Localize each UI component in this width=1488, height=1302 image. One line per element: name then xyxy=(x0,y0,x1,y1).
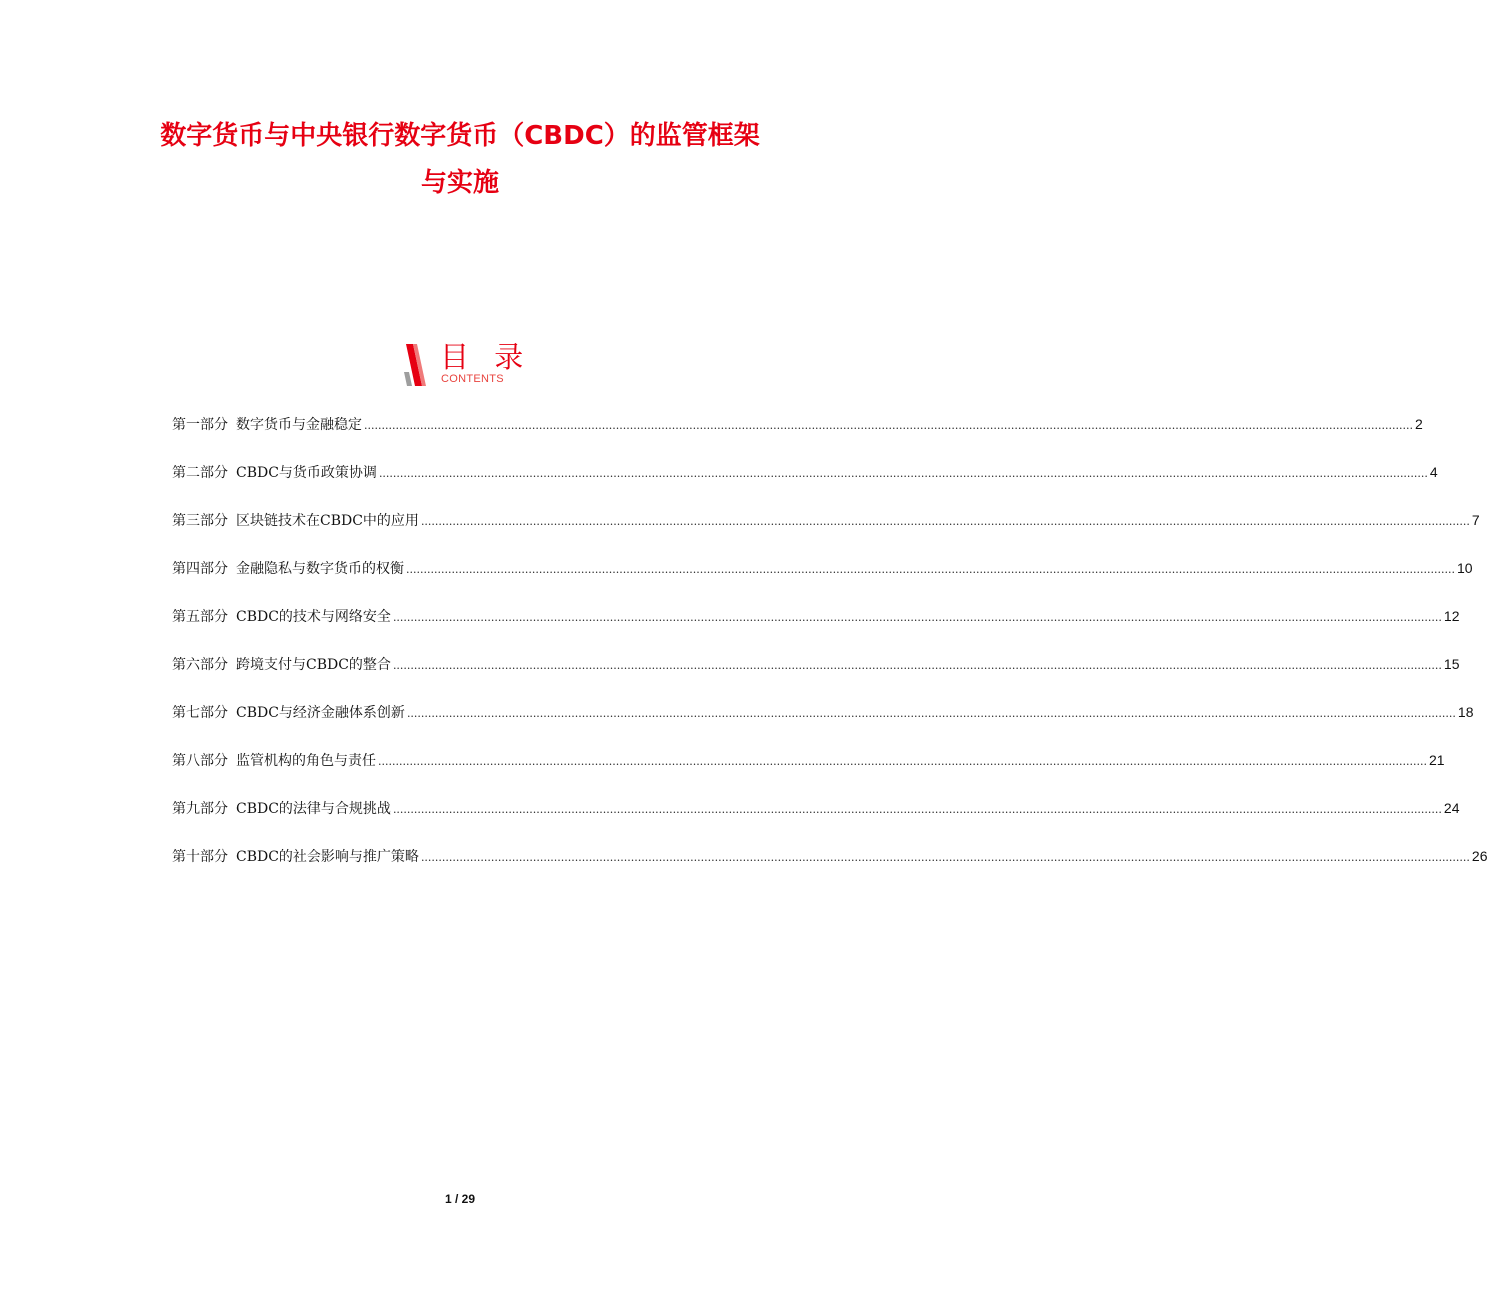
toc-entry-page: 2 xyxy=(1414,416,1423,432)
toc-entry-part: 第六部分 xyxy=(172,657,228,673)
toc-dot-leader: ............................................................................................................................................................................................................................................................................................................ xyxy=(420,515,1470,528)
document-title-line1: 数字货币与中央银行数字货币（CBDC）的监管框架 xyxy=(160,121,760,151)
document-title-line2: 与实施 xyxy=(420,168,499,198)
toc-entry[interactable] xyxy=(172,652,1460,700)
toc-entry-part: 第十部分 xyxy=(172,849,228,865)
toc-entry[interactable] xyxy=(172,412,1423,460)
toc-entry-page: 7 xyxy=(1471,512,1480,528)
toc-entry-part: 第一部分 xyxy=(172,417,228,433)
toc-dot-leader: ............................................................................................................................................................................................................................................................................................................ xyxy=(364,419,1413,432)
toc-entry-page: 26 xyxy=(1471,848,1488,864)
toc-entry-part: 第四部分 xyxy=(172,561,228,577)
toc-entry[interactable] xyxy=(172,748,1445,796)
toc-entry-title: 金融隐私与数字货币的权衡 xyxy=(236,561,404,577)
toc-entry[interactable] xyxy=(172,796,1460,844)
toc-entry-title: 监管机构的角色与责任 xyxy=(236,753,376,769)
toc-entry[interactable] xyxy=(172,700,1474,748)
toc-dot-leader: ............................................................................................................................................................................................................................................................................................................ xyxy=(392,659,1442,672)
toc-entry-title: CBDC的法律与合规挑战 xyxy=(236,801,391,817)
toc-entry-title: 跨境支付与CBDC的整合 xyxy=(236,657,391,673)
toc-entry-title: CBDC与经济金融体系创新 xyxy=(236,705,405,721)
toc-dot-leader: ............................................................................................................................................................................................................................................................................................................ xyxy=(392,611,1442,624)
toc-entry-page: 10 xyxy=(1456,560,1473,576)
page-number: 1 / 29 xyxy=(444,1192,476,1206)
toc-dot-leader: ............................................................................................................................................................................................................................................................................................................ xyxy=(378,755,1427,768)
toc-entry[interactable] xyxy=(172,460,1438,508)
toc-entry-part: 第九部分 xyxy=(172,801,228,817)
toc-entry-page: 15 xyxy=(1443,656,1460,672)
toc-entry-part: 第五部分 xyxy=(172,609,228,625)
toc-dot-leader: ............................................................................................................................................................................................................................................................................................................ xyxy=(406,563,1455,576)
toc-subheading: CONTENTS xyxy=(441,373,504,385)
toc-entry-page: 12 xyxy=(1443,608,1460,624)
toc-entry[interactable] xyxy=(172,556,1473,604)
toc-entry-page: 18 xyxy=(1457,704,1474,720)
toc-entry[interactable] xyxy=(172,508,1480,556)
toc-entry-title: 区块链技术在CBDC中的应用 xyxy=(236,513,419,529)
toc-entry-title: 数字货币与金融稳定 xyxy=(236,417,362,433)
toc-entry-part: 第三部分 xyxy=(172,513,228,529)
toc-dot-leader: ............................................................................................................................................................................................................................................................................................................ xyxy=(406,707,1456,720)
toc-dot-leader: ............................................................................................................................................................................................................................................................................................................ xyxy=(378,467,1428,480)
red-slash-logo-icon xyxy=(404,342,434,388)
toc-entry-part: 第八部分 xyxy=(172,753,228,769)
toc-header xyxy=(404,340,534,390)
toc-entry-page: 24 xyxy=(1443,800,1460,816)
toc-entry[interactable] xyxy=(172,604,1460,652)
document-title xyxy=(60,113,860,207)
toc-entry[interactable] xyxy=(172,844,1488,892)
toc-entry-title: CBDC与货币政策协调 xyxy=(236,465,377,481)
toc-entry-page: 21 xyxy=(1428,752,1445,768)
toc-entry-part: 第二部分 xyxy=(172,465,228,481)
toc-dot-leader: ............................................................................................................................................................................................................................................................................................................ xyxy=(392,803,1442,816)
toc-dot-leader: ............................................................................................................................................................................................................................................................................................................ xyxy=(420,851,1470,864)
toc-entry-title: CBDC的社会影响与推广策略 xyxy=(236,849,419,865)
toc-entry-page: 4 xyxy=(1429,464,1438,480)
toc-heading: 目 录 xyxy=(440,340,532,374)
toc-entry-part: 第七部分 xyxy=(172,705,228,721)
toc-entry-title: CBDC的技术与网络安全 xyxy=(236,609,391,625)
toc-list xyxy=(172,412,1488,892)
